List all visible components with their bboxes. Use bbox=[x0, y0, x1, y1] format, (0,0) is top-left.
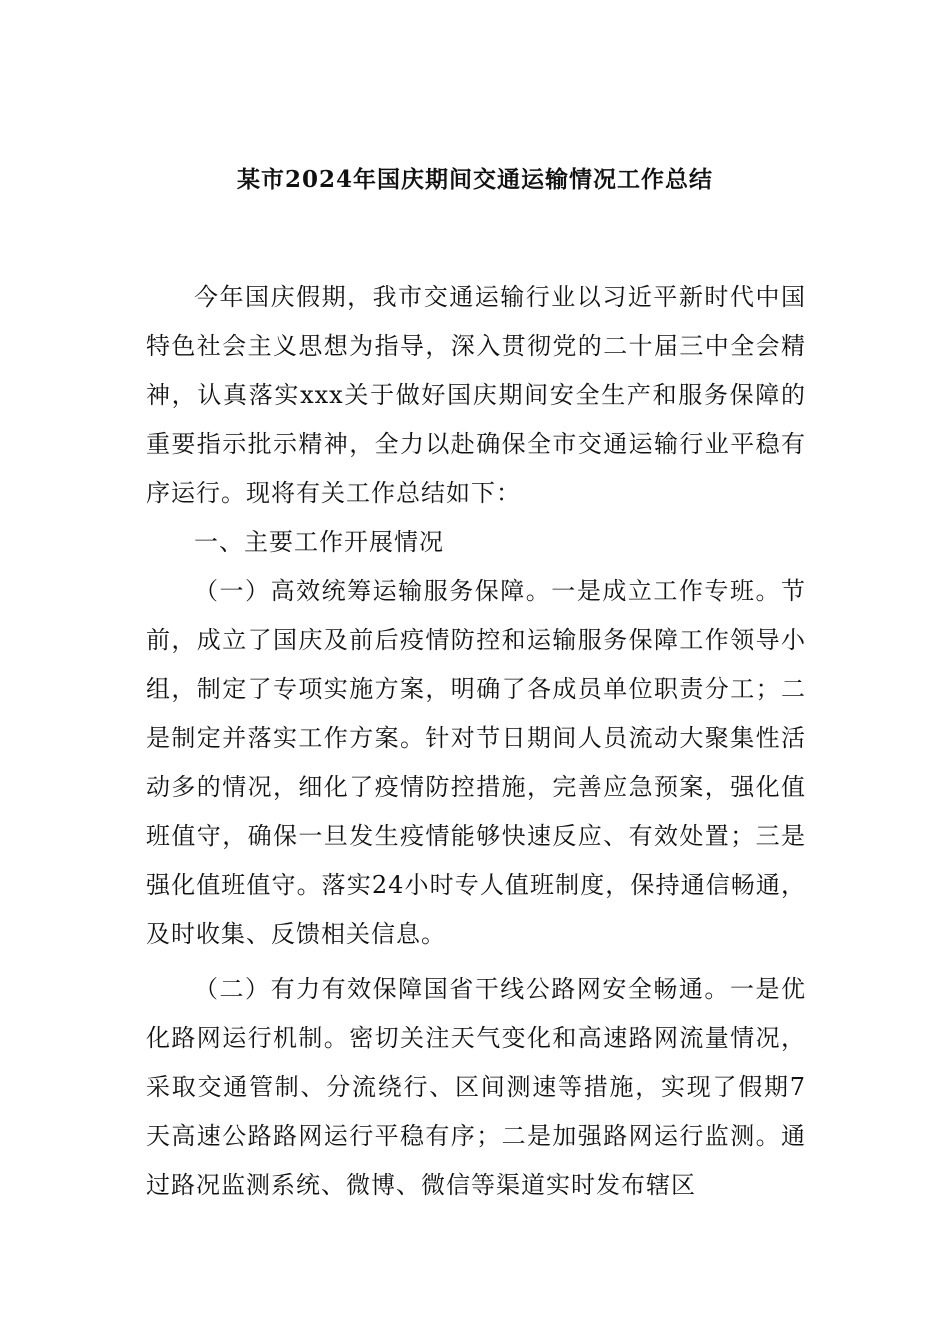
paragraph-highway-network: （二）有力有效保障国省干线公路网安全畅通。一是优化路网运行机制。密切关注天气变化和高速路网流量情况，采取交通管制、分流绕行、区间测速等措施，实现了假期7天高速公路路网运行平稳有序；二是加强路网运行监测。通过路况监测系统、微博、微信等渠道实时发布辖区 bbox=[146, 975, 806, 1199]
document-title: 某市2024年国庆期间交通运输情况工作总结 bbox=[236, 166, 713, 193]
document-body bbox=[146, 273, 806, 1210]
paragraph-transport-service: （一）高效统筹运输服务保障。一是成立工作专班。节前，成立了国庆及前后疫情防控和运输服务保障工作领导小组，制定了专项实施方案，明确了各成员单位职责分工；二是制定并落实工作方案。针对节日期间人员流动大聚集性活动多的情况，细化了疫情防控措施，完善应急预案，强化值班值守，确保一旦发生疫情能够快速反应、有效处置；三是强化值班值守。落实24小时专人值班制度，保持通信畅通，及时收集、反馈相关信息。 bbox=[146, 577, 806, 948]
paragraph-intro: 今年国庆假期，我市交通运输行业以习近平新时代中国特色社会主义思想为指导，深入贯彻党的二十届三中全会精神，认真落实xxx关于做好国庆期间安全生产和服务保障的重要指示批示精神，全力以赴确保全市交通运输行业平稳有序运行。现将有关工作总结如下： bbox=[146, 283, 806, 507]
section-heading-main-work: 一、主要工作开展情况 bbox=[194, 528, 444, 556]
